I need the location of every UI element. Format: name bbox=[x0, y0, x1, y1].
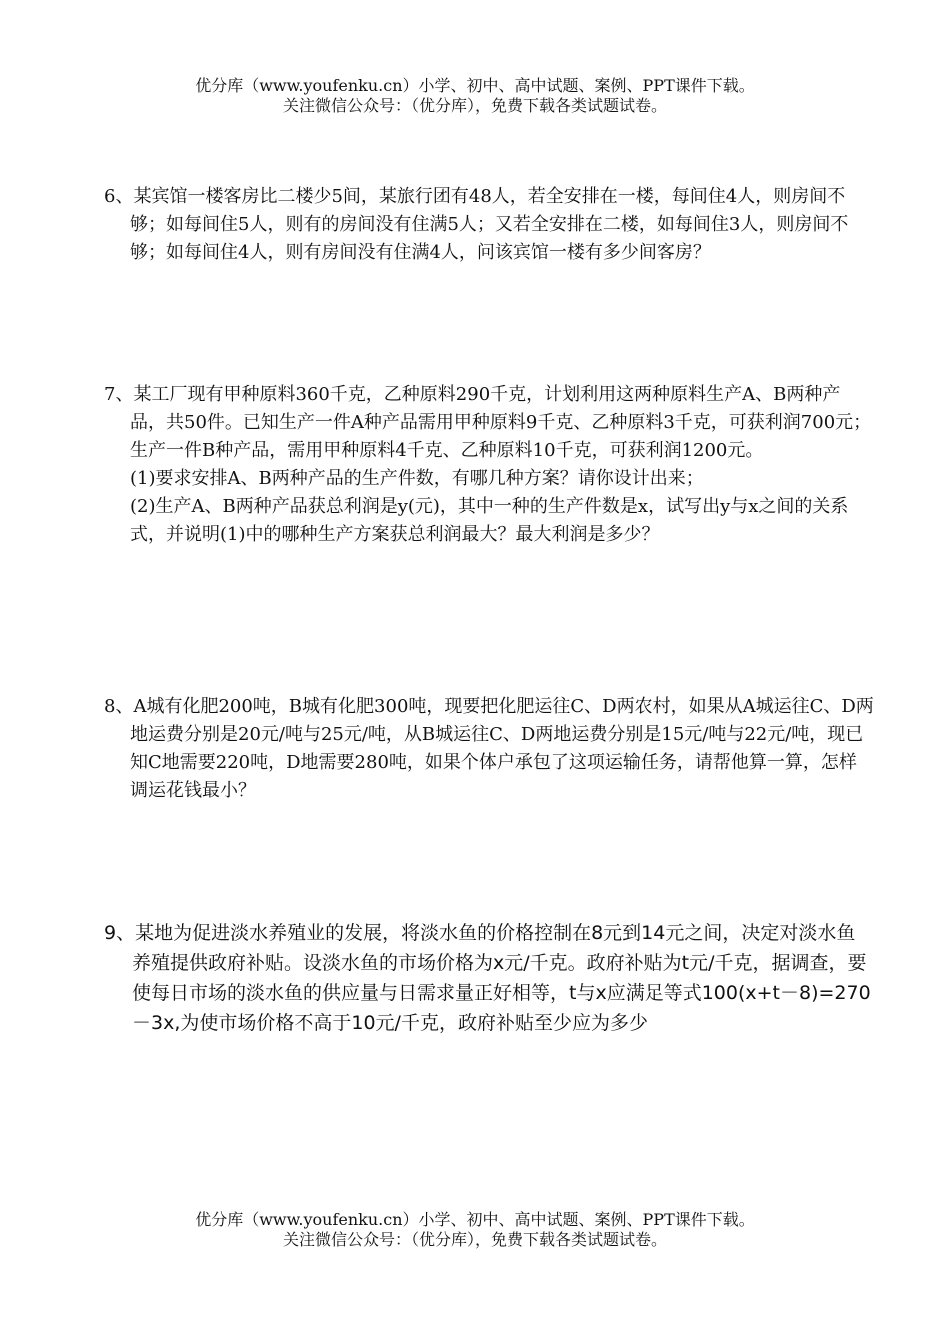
footer-line-2: 关注微信公众号：（优分库），免费下载各类试题试卷。 bbox=[282, 1230, 667, 1249]
header-line-2: 关注微信公众号：（优分库），免费下载各类试题试卷。 bbox=[282, 96, 667, 115]
question-7-number: 7、 bbox=[104, 384, 134, 405]
header-line-1: 优分库（www.youfenku.cn）小学、初中、高中试题、案例、PPT课件下载。 bbox=[195, 76, 755, 95]
question-8 bbox=[104, 693, 874, 805]
question-6 bbox=[104, 183, 874, 267]
question-6-text: 6、某宾馆一楼客房比二楼少5间，某旅行团有48人，若全安排在一楼，每间住4人，则房间不够；如每间住5人，则有的房间没有住满5人；又若全安排在二楼，如每间住3人，则房间不够；如每间住4人，则有房间没有住满4人，问该宾馆一楼有多少间客房？ bbox=[104, 186, 849, 263]
question-7 bbox=[104, 381, 874, 549]
question-9-number: 9、 bbox=[104, 922, 136, 944]
question-9-text: 9、某地为促进淡水养殖业的发展，将淡水鱼的价格控制在8元到14元之间，决定对淡水鱼养殖提供政府补贴。设淡水鱼的市场价格为x元/千克。政府补贴为t元/千克，据调查，要使每日市场的淡水鱼的供应量与日需求量正好相等，t与x应满足等式100(x+t－8)=270－3x,为使市场价格不高于10元/千克，政府补贴至少应为多少 bbox=[104, 922, 871, 1034]
question-7-part-2: (2)生产A、B两种产品获总利润是y(元)，其中一种的生产件数是x，试写出y与x之间的关系式，并说明(1)中的哪种生产方案获总利润最大？最大利润是多少？ bbox=[130, 496, 849, 545]
footer-line-1: 优分库（www.youfenku.cn）小学、初中、高中试题、案例、PPT课件下载。 bbox=[195, 1210, 755, 1229]
question-7-part-1: (1)要求安排A、B两种产品的生产件数，有哪几种方案？请你设计出来； bbox=[130, 468, 704, 489]
question-8-number: 8、 bbox=[104, 696, 134, 717]
page-footer bbox=[0, 1210, 950, 1250]
question-7-text: 7、某工厂现有甲种原料360千克，乙种原料290千克，计划利用这两种原料生产A、B两种产品，共50件。已知生产一件A种产品需用甲种原料9千克、乙种原料3千克，可获利润700元；生产一件B种产品，需用甲种原料4千克、乙种原料10千克，可获利润1200元。 bbox=[104, 384, 872, 461]
question-9 bbox=[104, 918, 874, 1038]
question-6-number: 6、 bbox=[104, 186, 134, 207]
page-header bbox=[0, 76, 950, 116]
question-8-text: 8、A城有化肥200吨，B城有化肥300吨，现要把化肥运往C、D两农村，如果从A城运往C、D两地运费分别是20元/吨与25元/吨，从B城运往C、D两地运费分别是15元/吨与22元/吨，现已知C地需要220吨，D地需要280吨，如果个体户承包了这项运输任务，请帮他算一算，怎样调运花钱最小？ bbox=[104, 696, 874, 801]
